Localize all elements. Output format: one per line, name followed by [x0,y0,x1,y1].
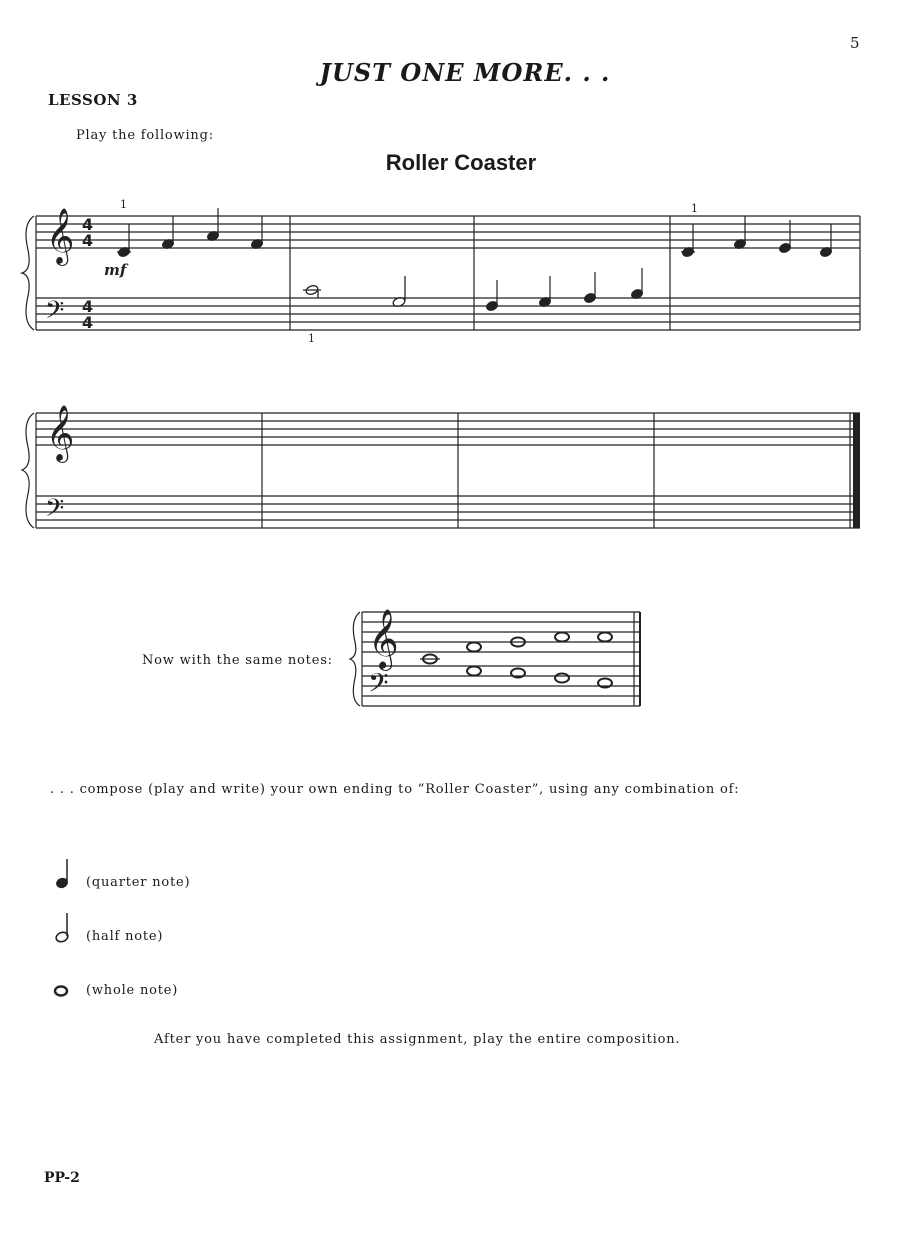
treble-clef-icon: 𝄞 [368,609,399,669]
page-title: JUST ONE MORE. . . [319,58,611,87]
whole-note [467,667,481,676]
whole-note [555,633,569,642]
reference-treble-staff [362,612,640,652]
brace-icon [22,413,34,528]
whole-note [598,633,612,642]
piece-title: Roller Coaster [385,150,537,175]
quarter-note-label: (quarter note) [86,875,191,890]
treble-clef-icon: 𝄞 [46,208,75,264]
whole-note [555,674,569,683]
time-signature-bottom: 4 [82,313,94,332]
time-signature-bottom: 4 [82,231,94,250]
bass-clef-icon: 𝄢 [45,296,65,331]
quarter-note-icon [55,859,70,890]
bass-clef-icon: 𝄢 [45,494,65,529]
compose-instruction: . . . compose (play and write) your own ending to “Roller Coaster”, using any combination of: [50,782,740,797]
half-note-label: (half note) [86,929,164,944]
brace-icon [350,612,360,706]
whole-note-icon [55,987,67,996]
brace-icon [22,216,34,330]
time-signature-top: 4 [82,297,94,316]
whole-note [467,643,481,652]
footer-code: PP-2 [44,1170,80,1186]
closing-instruction: After you have completed this assignment, play the entire composition. [154,1032,681,1047]
instruction-text: Play the following: [76,128,214,143]
lesson-label: LESSON 3 [48,91,138,109]
dynamic-marking: mf [104,261,127,279]
fingering-number: 1 [120,198,127,211]
system-2-bass-staff [36,496,860,528]
time-signature-top: 4 [82,215,94,234]
page-number: 5 [850,34,860,52]
same-notes-label: Now with the same notes: [142,653,333,668]
fingering-number: 1 [691,202,698,215]
final-thick-barline [853,413,860,528]
half-note-icon [55,913,69,943]
treble-clef-icon: 𝄞 [46,405,75,461]
bass-clef-icon: 𝄢 [368,667,389,705]
system-1-bass-staff [36,298,860,330]
fingering-number: 1 [308,332,315,345]
system-2-treble-staff [36,413,860,445]
whole-note-label: (whole note) [86,983,179,998]
